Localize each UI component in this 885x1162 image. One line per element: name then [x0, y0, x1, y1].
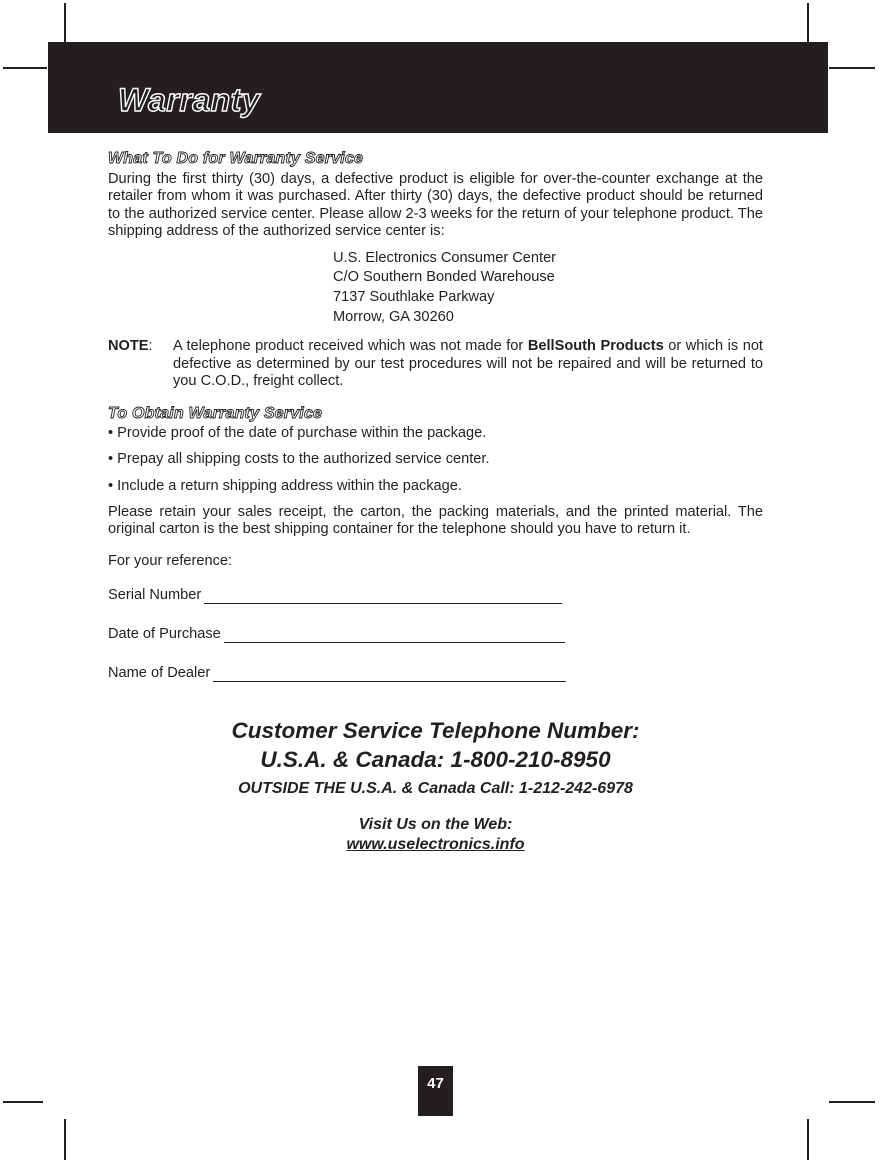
crop-mark	[3, 1101, 43, 1103]
name-of-dealer-field[interactable]	[108, 662, 763, 682]
name-of-dealer-line[interactable]	[213, 667, 566, 682]
list-item: • Include a return shipping address within the package.	[108, 477, 462, 494]
web-label: Visit Us on the Web:	[358, 816, 513, 833]
reference-label: For your reference:	[108, 552, 233, 569]
serial-number-field[interactable]	[108, 584, 763, 604]
address-line: U.S. Electronics Consumer Center	[333, 249, 557, 266]
retain-receipt-paragraph: Please retain your sales receipt, the carton, the packing materials, and the printed material. The original carton is the best shipping container for the telephone should you have to return it.	[108, 503, 763, 538]
address-line: Morrow, GA 30260	[333, 308, 454, 325]
date-of-purchase-field[interactable]	[108, 623, 763, 643]
crop-mark	[807, 1119, 809, 1160]
field-label: Serial Number	[108, 586, 202, 603]
customer-service-title: Customer Service Telephone Number:	[231, 718, 640, 743]
list-item: • Prepay all shipping costs to the authorized service center.	[108, 451, 490, 468]
section-heading-warranty-service: What To Do for Warranty Service	[108, 150, 364, 167]
note-text: A telephone product received which was not made for BellSouth Products or which is not defective as determined by our test procedures will not be repaired and will be returned to you C.O.D., freight collect.	[173, 338, 763, 390]
field-label: Date of Purchase	[108, 625, 221, 642]
page-title: Warranty	[118, 82, 261, 118]
brand-name: BellSouth Products	[527, 338, 664, 355]
section-heading-obtain-service: To Obtain Warranty Service	[108, 404, 323, 422]
page-number: 47	[418, 1066, 453, 1116]
warranty-service-paragraph: During the first thirty (30) days, a defective product is eligible for over-the-counter exchange at the retailer from whom it was purchased. After thirty (30) days, the defective product should be returned to the authorized service center. Please allow 2-3 weeks for the return of your telephone product. The shipping address of the authorized service center is:	[108, 170, 763, 239]
serial-number-line[interactable]	[204, 589, 562, 604]
address-line: C/O Southern Bonded Warehouse	[333, 269, 555, 286]
service-center-address	[333, 249, 763, 328]
main-content	[108, 150, 763, 682]
us-canada-phone: U.S.A. & Canada: 1-800-210-8950	[260, 747, 611, 772]
crop-mark	[64, 1119, 66, 1160]
crop-mark	[829, 67, 875, 69]
crop-mark	[3, 67, 47, 69]
crop-mark	[64, 3, 66, 43]
header-bar	[48, 42, 828, 133]
list-item: • Provide proof of the date of purchase within the package.	[108, 425, 487, 442]
date-of-purchase-line[interactable]	[224, 628, 565, 643]
note-label: NOTE:	[108, 338, 153, 355]
crop-mark	[829, 1101, 875, 1103]
note-block	[108, 338, 763, 391]
website-link[interactable]: www.uselectronics.info	[346, 836, 525, 853]
bullet-list	[108, 425, 763, 495]
crop-mark	[807, 3, 809, 43]
field-label: Name of Dealer	[108, 664, 211, 681]
outside-phone: OUTSIDE THE U.S.A. & Canada Call: 1-212-242-6978	[238, 780, 633, 797]
web-url-container	[108, 835, 763, 855]
address-line: 7137 Southlake Parkway	[333, 288, 495, 305]
